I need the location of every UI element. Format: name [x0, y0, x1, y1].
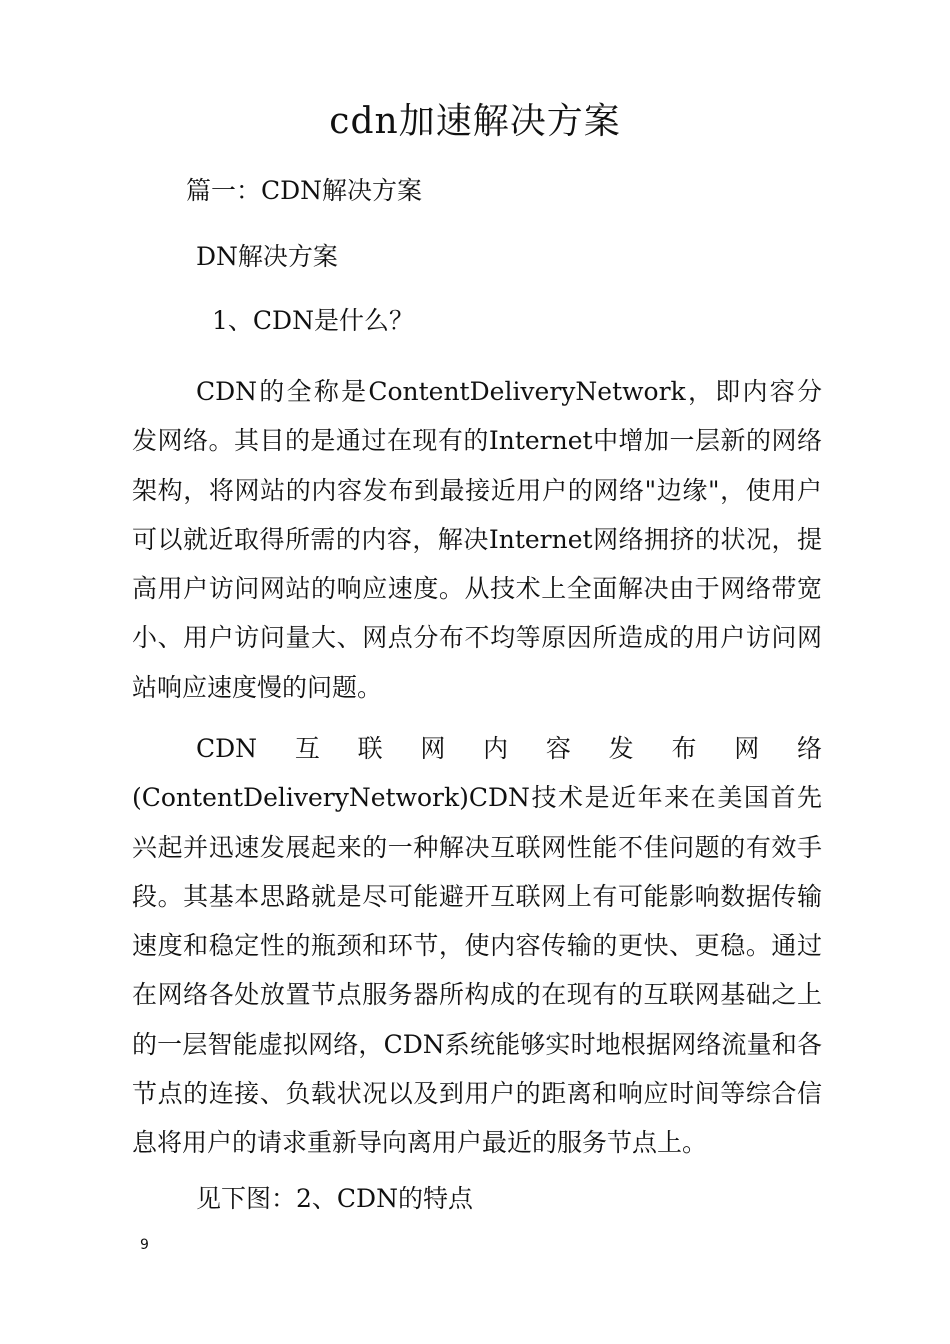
figure-caption: 见下图：2、CDN的特点 [196, 1184, 473, 1213]
section-heading: 篇一：CDN解决方案 [186, 176, 423, 205]
page-number: 9 [140, 1237, 149, 1253]
paragraph: CDN互联网内容发布网络(ContentDeliveryNetwork)CDN技术是近年来在美国首先兴起并迅速发展起来的一种解决互联网性能不佳问题的有效手段。其基本思路就是尽可能避开互联网上有可能影响数据传输速度和稳定性的瓶颈和环节，使内容传输的更快、更稳。通过在网络各处放置节点服务器所构成的在现有的互联网基础之上的一层智能虚拟网络，CDN系统能够实时地根据网络流量和各节点的连接、负载状况以及到用户的距离和响应时间等综合信息将用户的请求重新导向离用户最近的服务节点上。 [132, 734, 822, 1158]
paragraph: CDN的全称是ContentDeliveryNetwork，即内容分发网络。其目的是通过在现有的Internet中增加一层新的网络架构，将网站的内容发布到最接近用户的网络"边缘"，使用户可以就近取得所需的内容，解决Internet网络拥挤的状况，提高用户访问网站的响应速度。从技术上全面解决由于网络带宽小、用户访问量大、网点分布不均等原因所造成的用户访问网站响应速度慢的问题。 [132, 377, 822, 702]
subheading: DN解决方案 [196, 242, 338, 271]
document-title: cdn加速解决方案 [329, 101, 621, 142]
question-heading: 1、CDN是什么？ [212, 306, 414, 335]
